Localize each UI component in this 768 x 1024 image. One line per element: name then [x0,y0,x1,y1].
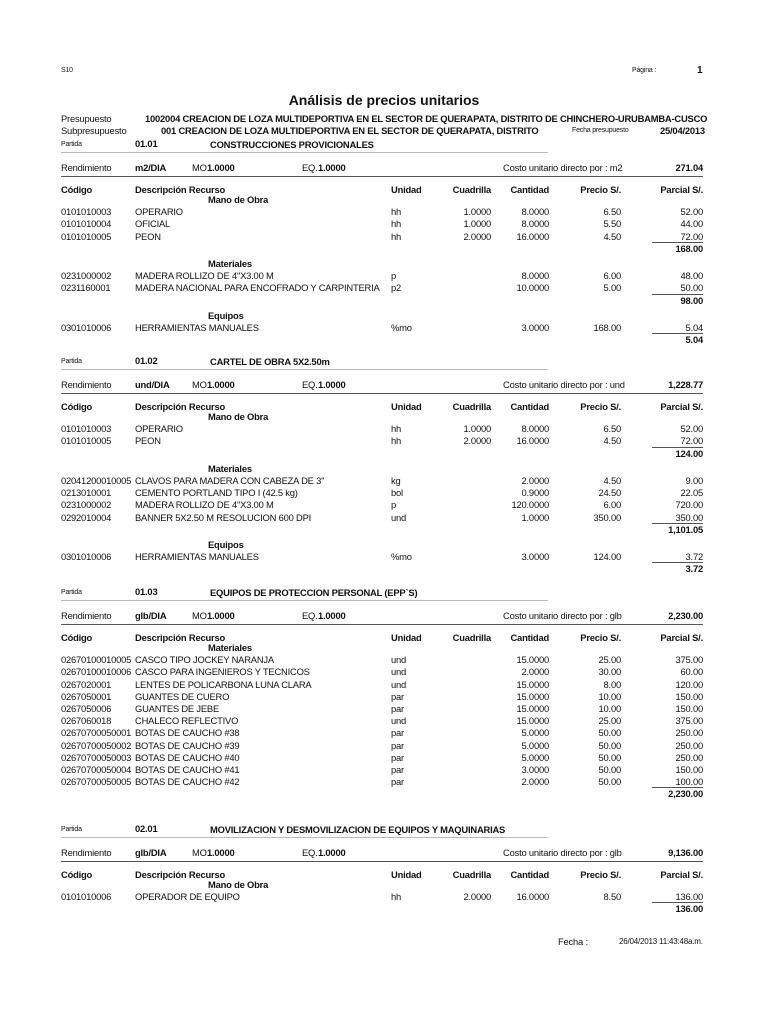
resource-parcial: 72.00 [680,230,703,242]
resource-precio: 5.50 [603,218,621,230]
rendimiento-unit: glb/DIA [135,847,167,858]
group-heading: Materiales [208,642,252,653]
resource-cantidad: 16.0000 [516,230,549,242]
partida-label: Partida [61,826,82,833]
resource-unit: und [391,666,407,678]
rendimiento-label: Rendimiento [61,610,112,621]
resource-cantidad: 3.0000 [521,322,549,333]
mo-value: 1.0000 [207,847,235,858]
eq-value: 1.0000 [318,162,346,173]
resource-cuadrilla: 1.0000 [463,218,491,230]
resource-description: OPERARIO [135,206,183,218]
resource-unit: hh [391,891,402,903]
resource-description: MADERA ROLLIZO DE 4"X3.00 M [135,270,274,282]
mo-label: MO. [192,610,210,621]
resource-code: 0231000002 [61,499,112,511]
col-header-descripcion: Descripción Recurso [135,869,225,880]
resource-unit: par [391,751,404,763]
group-subtotal: 3.72 [685,563,703,575]
resource-precio: 10.00 [598,690,621,702]
resource-description: CEMENTO PORTLAND TIPO I (42.5 kg) [135,487,298,499]
resource-precio: 4.50 [603,475,621,486]
col-header-codigo: Código [61,184,93,195]
resource-unit: und [391,654,407,666]
rendimiento-divider [61,861,703,862]
resource-parcial: 100.00 [675,776,703,788]
resource-code: 02670700050004 [61,764,132,775]
resource-description: PEON [135,435,161,447]
partida-number: 01.01 [135,138,158,149]
resource-precio: 50.00 [598,764,621,775]
resource-code: 02041200010005 [61,475,132,486]
partida-divider [61,152,548,153]
col-header-cantidad: Cantidad [510,401,549,412]
resource-row [0,891,768,903]
partida-name: EQUIPOS DE PROTECCION PERSONAL (EPP`S) [210,587,418,598]
resource-unit: und [391,678,407,690]
col-header-cuadrilla: Cuadrilla [452,401,491,412]
partida-label: Partida [61,141,82,148]
partida-divider [61,837,548,838]
partida-number: 01.02 [135,355,158,366]
group-heading: Mano de Obra [208,411,269,422]
resource-parcial: 48.00 [680,270,703,282]
resource-row [0,551,768,563]
resource-row [0,512,768,524]
resource-precio: 6.50 [603,206,621,218]
resource-precio: 6.00 [603,270,621,282]
group-subtotal: 98.00 [680,294,703,306]
resource-code: 02670700050003 [61,751,132,763]
resource-precio: 4.50 [603,435,621,447]
resource-unit: kg [391,475,401,486]
resource-cuadrilla: 2.0000 [463,230,491,242]
resource-parcial: 72.00 [680,435,703,447]
col-header-unidad: Unidad [391,869,422,880]
group-subtotal: 1,101.05 [668,523,703,535]
resource-cantidad: 15.0000 [516,715,549,727]
resource-parcial: 22.05 [680,487,703,499]
resource-code: 0101010005 [61,435,112,447]
resource-parcial: 375.00 [675,715,703,727]
resource-description: BOTAS DE CAUCHO #39 [135,739,240,751]
eq-value: 1.0000 [318,610,346,621]
resource-description: BOTAS DE CAUCHO #42 [135,776,240,788]
rendimiento-label: Rendimiento [61,162,112,173]
resource-code: 0267060018 [61,715,112,727]
resource-cuadrilla: 1.0000 [463,423,491,435]
rendimiento-divider [61,176,703,177]
partida-divider [61,369,548,370]
resource-row [0,270,768,282]
resource-code: 0101010003 [61,423,112,435]
costo-value: 9,136.00 [668,847,703,858]
resource-precio: 50.00 [598,776,621,788]
resource-row [0,740,768,752]
resource-precio: 50.00 [598,727,621,739]
resource-parcial: 52.00 [680,206,703,218]
col-header-codigo: Código [61,401,93,412]
costo-value: 1,228.77 [668,379,703,390]
rendimiento-unit: und/DIA [135,379,170,390]
col-header-cuadrilla: Cuadrilla [452,632,491,643]
col-header-unidad: Unidad [391,401,422,412]
mo-value: 1.0000 [207,162,235,173]
group-subtotal: 168.00 [675,242,703,254]
resource-parcial: 150.00 [675,690,703,702]
resource-parcial: 150.00 [675,703,703,714]
resource-unit: hh [391,218,402,230]
partida-name: MOVILIZACION Y DESMOVILIZACION DE EQUIPOS Y MAQUINARIAS [210,824,506,835]
resource-row [0,322,768,334]
resource-parcial: 136.00 [675,891,703,903]
rendimiento-unit: m2/DIA [135,162,167,173]
resource-description: HERRAMIENTAS MANUALES [135,551,259,563]
mo-value: 1.0000 [207,379,235,390]
resource-code: 0267050001 [61,690,112,702]
resource-code: 0101010006 [61,891,112,903]
rendimiento-divider [61,393,703,394]
resource-parcial: 150.00 [675,764,703,775]
resource-parcial: 350.00 [675,511,703,523]
resource-parcial: 52.00 [680,423,703,435]
resource-code: 02670700050005 [61,776,132,788]
resource-cantidad: 16.0000 [516,891,549,903]
resource-precio: 25.00 [598,654,621,666]
resource-code: 02670100010005 [61,654,132,666]
resource-cantidad: 5.0000 [521,739,549,751]
resource-row [0,776,768,788]
resource-code: 02670700050001 [61,727,132,739]
group-heading: Mano de Obra [208,879,269,890]
resource-description: GUANTES DE JEBE [135,703,219,714]
resource-precio: 4.50 [603,230,621,242]
resource-row [0,423,768,435]
resource-parcial: 60.00 [680,666,703,678]
subpresupuesto-label: Subpresupuesto [61,125,127,136]
resource-description: BOTAS DE CAUCHO #41 [135,764,240,775]
eq-value: 1.0000 [318,847,346,858]
resource-unit: %mo [391,322,412,333]
resource-code: 0292010004 [61,511,112,523]
resource-unit: p2 [391,282,402,294]
resource-parcial: 375.00 [675,654,703,666]
resource-cantidad: 15.0000 [516,703,549,714]
resource-row [0,691,768,703]
mo-label: MO. [192,162,210,173]
partida-name: CARTEL DE OBRA 5X2.50m [210,356,330,367]
resource-cantidad: 10.0000 [516,282,549,294]
page-label: Página : [632,67,657,74]
resource-description: BOTAS DE CAUCHO #38 [135,727,240,739]
rendimiento-label: Rendimiento [61,379,112,390]
resource-cantidad: 5.0000 [521,727,549,739]
resource-cantidad: 5.0000 [521,751,549,763]
footer-fecha-label: Fecha : [558,936,588,947]
resource-cantidad: 8.0000 [521,206,549,218]
resource-description: OFICIAL [135,218,171,230]
rendimiento-divider [61,624,703,625]
resource-parcial: 9.00 [685,475,703,486]
resource-row [0,231,768,243]
resource-code: 0301010006 [61,551,112,563]
resource-precio: 350.00 [593,511,621,523]
resource-row [0,206,768,218]
col-header-precio: Precio S/. [580,869,621,880]
eq-value: 1.0000 [318,379,346,390]
resource-precio: 30.00 [598,666,621,678]
resource-cantidad: 3.0000 [521,764,549,775]
resource-description: OPERADOR DE EQUIPO [135,891,240,903]
group-heading: Equipos [208,539,244,550]
col-header-parcial: Parcial S/. [660,401,703,412]
resource-unit: und [391,715,407,727]
resource-unit: par [391,690,404,702]
resource-description: PEON [135,230,161,242]
costo-label: Costo unitario directo por : m2 [503,162,623,173]
rendimiento-label: Rendimiento [61,847,112,858]
resource-unit: par [391,739,404,751]
costo-label: Costo unitario directo por : und [503,379,625,390]
resource-code: 0101010004 [61,218,112,230]
col-header-codigo: Código [61,869,93,880]
resource-cantidad: 3.0000 [521,551,549,563]
resource-description: GUANTES DE CUERO [135,690,230,702]
partida-label: Partida [61,358,82,365]
resource-cantidad: 2.0000 [521,776,549,788]
resource-cantidad: 15.0000 [516,690,549,702]
resource-description: MADERA ROLLIZO DE 4"X3.00 M [135,499,274,511]
eq-label: EQ. [302,610,318,621]
col-header-descripcion: Descripción Recurso [135,401,225,412]
resource-cantidad: 8.0000 [521,423,549,435]
col-header-precio: Precio S/. [580,184,621,195]
col-header-cantidad: Cantidad [510,869,549,880]
resource-code: 0267020001 [61,678,112,690]
col-header-cantidad: Cantidad [510,632,549,643]
resource-description: LENTES DE POLICARBONA LUNA CLARA [135,678,312,690]
resource-unit: par [391,764,404,775]
resource-code: 0231160001 [61,282,111,294]
resource-description: BANNER 5X2.50 M RESOLUCION 600 DPI [135,511,312,523]
partida-number: 02.01 [135,823,158,834]
resource-code: 0301010006 [61,322,112,333]
resource-code: 02670700050002 [61,739,132,751]
eq-label: EQ. [302,162,318,173]
resource-code: 0267050006 [61,703,112,714]
resource-cantidad: 8.0000 [521,270,549,282]
resource-cantidad: 2.0000 [521,475,549,486]
resource-unit: par [391,703,404,714]
resource-precio: 8.50 [603,891,621,903]
resource-row [0,679,768,691]
resource-precio: 25.00 [598,715,621,727]
resource-row [0,218,768,230]
resource-row [0,654,768,666]
partida-divider [61,600,548,601]
resource-unit: p [391,270,397,282]
mo-label: MO. [192,847,210,858]
resource-description: BOTAS DE CAUCHO #40 [135,751,240,763]
resource-unit: und [391,511,407,523]
group-heading: Equipos [208,309,244,321]
group-heading: Mano de Obra [208,194,269,205]
resource-precio: 6.00 [603,499,621,511]
col-header-unidad: Unidad [391,632,422,643]
resource-precio: 8.00 [603,678,621,690]
resource-row [0,282,768,294]
col-header-descripcion: Descripción Recurso [135,184,225,195]
partida-number: 01.03 [135,586,158,597]
resource-precio: 6.50 [603,423,621,435]
mo-label: MO. [192,379,210,390]
fecha-presupuesto-value: 25/04/2013 [660,125,705,136]
costo-label: Costo unitario directo por : glb [503,847,622,858]
resource-row [0,703,768,715]
resource-unit: hh [391,206,402,218]
group-heading: Materiales [208,258,252,269]
resource-row [0,715,768,727]
resource-parcial: 44.00 [680,218,703,230]
eq-label: EQ. [302,379,318,390]
page-number: 1 [697,65,703,76]
resource-code: 0231000002 [61,270,112,282]
resource-parcial: 5.04 [685,322,703,333]
resource-parcial: 250.00 [675,751,703,763]
resource-description: CLAVOS PARA MADERA CON CABEZA DE 3" [135,475,325,486]
resource-parcial: 120.00 [675,678,703,690]
resource-precio: 50.00 [598,751,621,763]
rendimiento-unit: glb/DIA [135,610,167,621]
resource-cantidad: 8.0000 [521,218,549,230]
costo-value: 2,230.00 [668,610,703,621]
costo-value: 271.04 [675,162,703,173]
resource-row [0,435,768,447]
resource-precio: 50.00 [598,739,621,751]
resource-parcial: 3.72 [685,551,703,563]
resource-unit: hh [391,230,402,242]
subpresupuesto-value: 001 CREACION DE LOZA MULTIDEPORTIVA EN EL SECTOR DE QUERAPATA, DISTRITO [161,125,539,136]
resource-row [0,752,768,764]
col-header-unidad: Unidad [391,184,422,195]
col-header-parcial: Parcial S/. [660,869,703,880]
eq-label: EQ. [302,847,318,858]
resource-row [0,487,768,499]
resource-row [0,475,768,487]
col-header-parcial: Parcial S/. [660,632,703,643]
resource-row [0,666,768,678]
resource-cantidad: 2.0000 [521,666,549,678]
resource-code: 0213010001 [61,487,112,499]
resource-unit: bol [391,487,403,499]
resource-row [0,499,768,511]
resource-description: HERRAMIENTAS MANUALES [135,322,259,333]
resource-cuadrilla: 2.0000 [463,891,491,903]
resource-precio: 24.50 [598,487,621,499]
resource-parcial: 250.00 [675,739,703,751]
resource-cantidad: 0.9000 [521,487,549,499]
resource-precio: 5.00 [603,282,621,294]
resource-row [0,727,768,739]
group-subtotal: 5.04 [685,334,703,346]
resource-unit: %mo [391,551,412,563]
col-header-descripcion: Descripción Recurso [135,632,225,643]
col-header-cantidad: Cantidad [510,184,549,195]
partida-label: Partida [61,589,82,596]
resource-code: 0101010003 [61,206,112,218]
resource-unit: par [391,727,404,739]
col-header-precio: Precio S/. [580,401,621,412]
resource-cantidad: 15.0000 [516,654,549,666]
resource-precio: 168.00 [593,322,621,333]
resource-cantidad: 16.0000 [516,435,549,447]
resource-cuadrilla: 1.0000 [463,206,491,218]
mo-value: 1.0000 [207,610,235,621]
group-heading: Materiales [208,462,252,474]
resource-description: MADERA NACIONAL PARA ENCOFRADO Y CARPINTERIA [135,282,380,294]
resource-unit: hh [391,435,402,447]
resource-precio: 124.00 [593,551,621,563]
col-header-codigo: Código [61,632,93,643]
resource-cuadrilla: 2.0000 [463,435,491,447]
resource-parcial: 50.00 [680,282,703,294]
resource-description: OPERARIO [135,423,183,435]
resource-parcial: 250.00 [675,727,703,739]
fecha-presupuesto-label: Fecha presupuesto [572,127,629,134]
resource-unit: hh [391,423,402,435]
resource-description: CHALECO REFLECTIVO [135,715,239,727]
group-subtotal: 124.00 [675,447,703,459]
resource-code: 02670100010006 [61,666,132,678]
col-header-cuadrilla: Cuadrilla [452,184,491,195]
resource-precio: 10.00 [598,703,621,714]
partida-name: CONSTRUCCIONES PROVICIONALES [210,139,374,150]
resource-cantidad: 1.0000 [521,511,549,523]
resource-row [0,764,768,776]
col-header-cuadrilla: Cuadrilla [452,869,491,880]
col-header-precio: Precio S/. [580,632,621,643]
presupuesto-label: Presupuesto [61,113,112,124]
presupuesto-value: 1002004 CREACION DE LOZA MULTIDEPORTIVA EN EL SECTOR DE QUERAPATA, DISTRITO DE CHINCHERO-URUBAMBA-CUSCO [145,113,708,124]
col-header-parcial: Parcial S/. [660,184,703,195]
footer-fecha-value: 26/04/2013 11:43:48a.m. [619,937,703,946]
resource-unit: par [391,776,404,788]
group-subtotal: 2,230.00 [668,788,703,800]
resource-description: CASCO PARA INGENIEROS Y TECNICOS [135,666,310,678]
resource-parcial: 720.00 [675,499,703,511]
resource-cantidad: 120.0000 [511,499,549,511]
resource-unit: p [391,499,397,511]
resource-description: CASCO TIPO JOCKEY NARANJA [135,654,274,666]
report-code: S10 [61,67,73,74]
page-title: Análisis de precios unitarios [288,92,480,108]
resource-code: 0101010005 [61,230,112,242]
costo-label: Costo unitario directo por : glb [503,610,622,621]
resource-cantidad: 15.0000 [516,678,549,690]
group-subtotal: 136.00 [675,903,703,915]
